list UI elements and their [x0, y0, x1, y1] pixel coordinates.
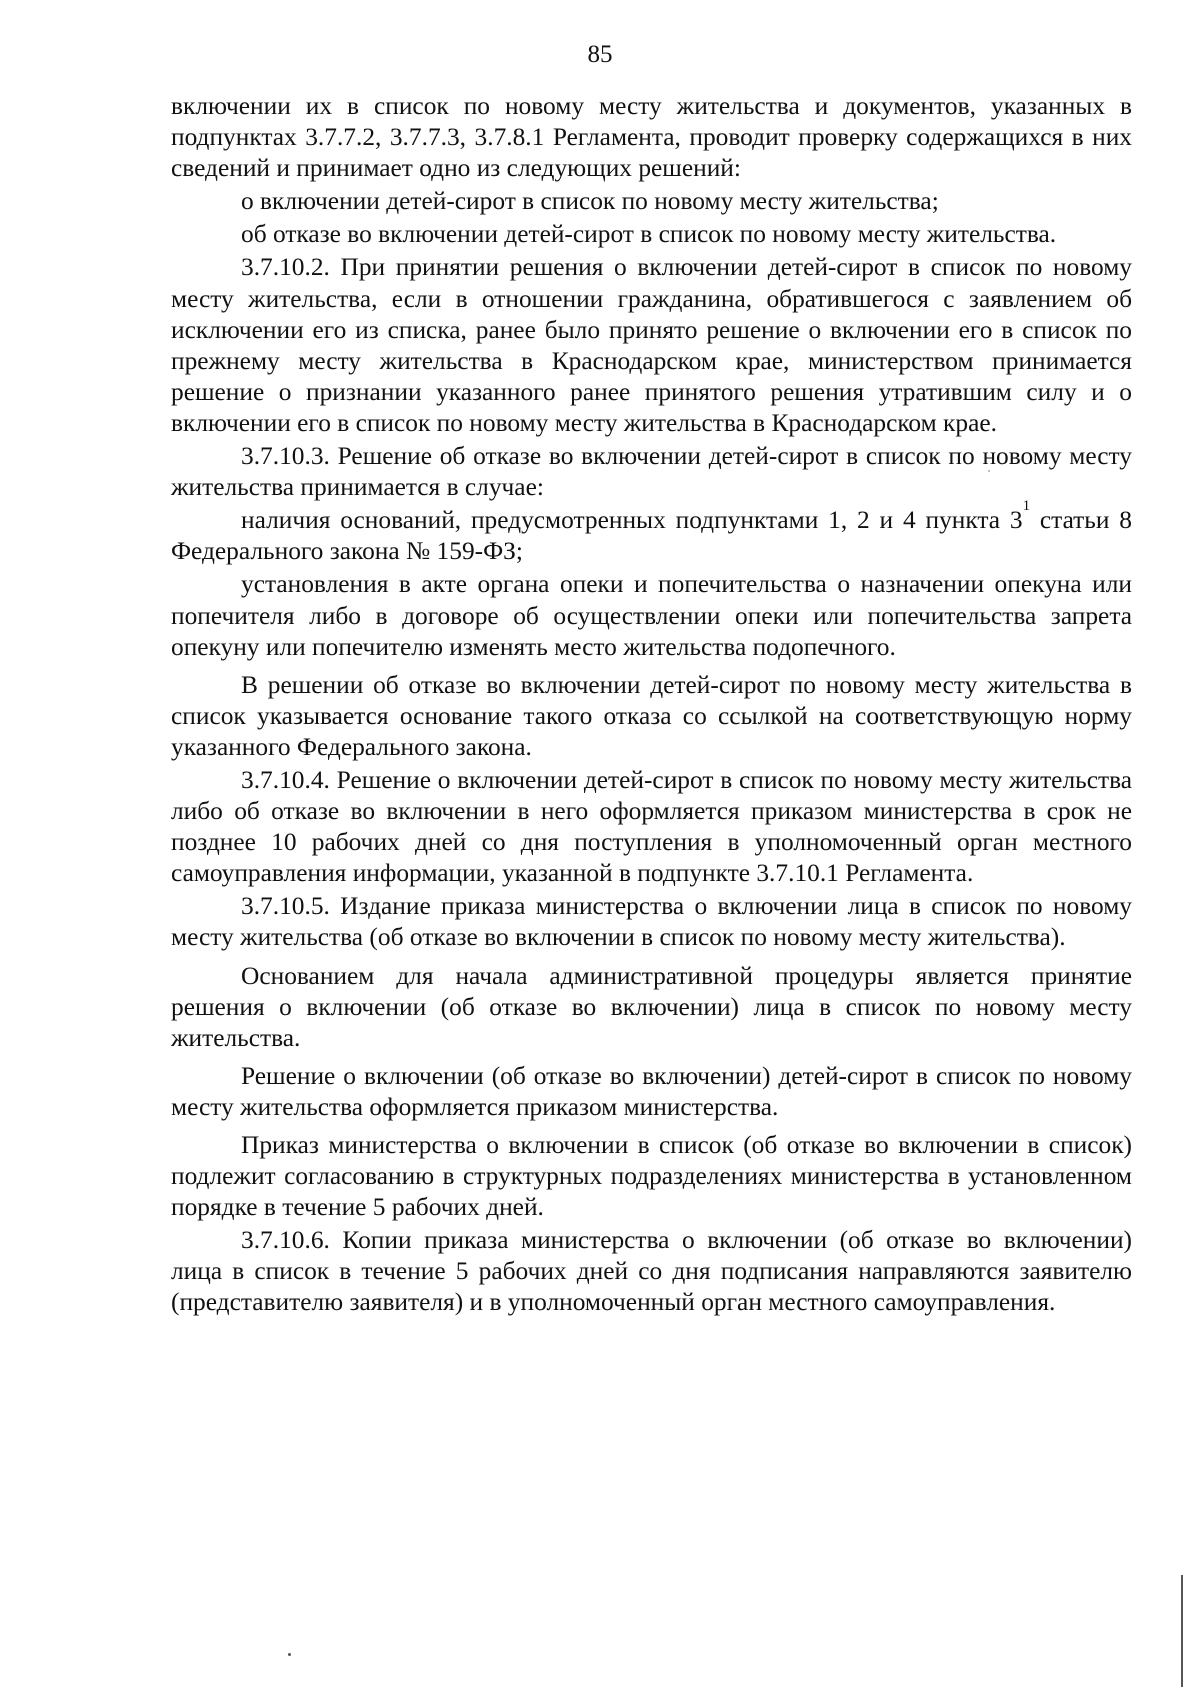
scan-speck [988, 470, 990, 472]
paragraph-procedure-basis: Основанием для начала административной процедуры является принятие решения о включении (об отказе во включении) лица в список по новому месту жительства. [171, 961, 1132, 1052]
paragraph-decision-refuse: об отказе во включении детей-сирот в список по новому месту жительства. [241, 220, 1057, 249]
page-number: 85 [587, 41, 613, 68]
paragraph-continuation: включении их в список по новому месту жительства и документов, указанных в подпунктах 3.7.7.2, 3.7.7.3, 3.7.8.1 Регламента, проводит проверку содержащихся в них сведений и принимает одно из следующих решений: [171, 92, 1132, 183]
paragraph-grounds [171, 497, 1132, 567]
grounds-text-start: наличия оснований, предусмотренных подпунктами 1, 2 и 4 пункта 3 [241, 506, 1023, 535]
document-body [171, 91, 1132, 1321]
superscript-mark: 1 [1022, 497, 1031, 514]
paragraph-3-7-10-5: 3.7.10.5. Издание приказа министерства о включении лица в список по новому месту жительства (об отказе во включении в список по новому месту жительства). [171, 892, 1132, 952]
scan-edge-line [1181, 1575, 1183, 1687]
paragraph-decision-include: о включении детей-сирот в список по новому месту жительства; [241, 187, 939, 216]
paragraph-3-7-10-4: 3.7.10.4. Решение о включении детей-сирот в список по новому месту жительства либо об отказе во включении в него оформляется приказом министерства в срок не позднее 10 рабочих дней со дня поступления в уполномоченный орган местного самоуправления информации, указанной в подпункте 3.7.10.1 Регламента. [171, 765, 1132, 888]
paragraph-3-7-10-3: 3.7.10.3. Решение об отказе во включении детей-сирот в список по новому месту жительства принимается в случае: [171, 442, 1132, 502]
paragraph-guardian-ban: установления в акте органа опеки и попечительства о назначении опекуна или попечителя либо в договоре об осуществлении опеки или попечительства запрета опекуну или попечителю изменять место жительства подопечного. [171, 570, 1132, 661]
paragraph-3-7-10-2: 3.7.10.2. При принятии решения о включении детей-сирот в список по новому месту жительства, если в отношении гражданина, обратившегося с заявлением об исключении его из списка, ранее было принято решение о включении его в список по прежнему месту жительства в Краснодарском крае, министерством принимается решение о признании указанного ранее принятого решения утратившим силу и о включении его в список по новому месту жительства в Краснодарском крае. [171, 253, 1132, 437]
paragraph-order-decision: Решение о включении (об отказе во включении) детей-сирот в список по новому месту жительства оформляется приказом министерства. [171, 1061, 1132, 1121]
paragraph-3-7-10-6: 3.7.10.6. Копии приказа министерства о включении (об отказе во включении) лица в список в течение 5 рабочих дней со дня подписания направляются заявителю (представителю заявителя) и в уполномоченный орган местного самоуправления. [171, 1226, 1132, 1317]
grounds-text-end: статьи 8 Федерального закона № 159-ФЗ; [171, 506, 1132, 566]
scan-speck [288, 1653, 291, 1656]
paragraph-order-approval: Приказ министерства о включении в список (об отказе во включении в список) подлежит согласованию в структурных подразделениях министерства в установленном порядке в течение 5 рабочих дней. [171, 1131, 1132, 1222]
paragraph-refusal-basis: В решении об отказе во включении детей-сирот по новому месту жительства в список указывается основание такого отказа со ссылкой на соответствующую норму указанного Федерального закона. [171, 670, 1132, 761]
